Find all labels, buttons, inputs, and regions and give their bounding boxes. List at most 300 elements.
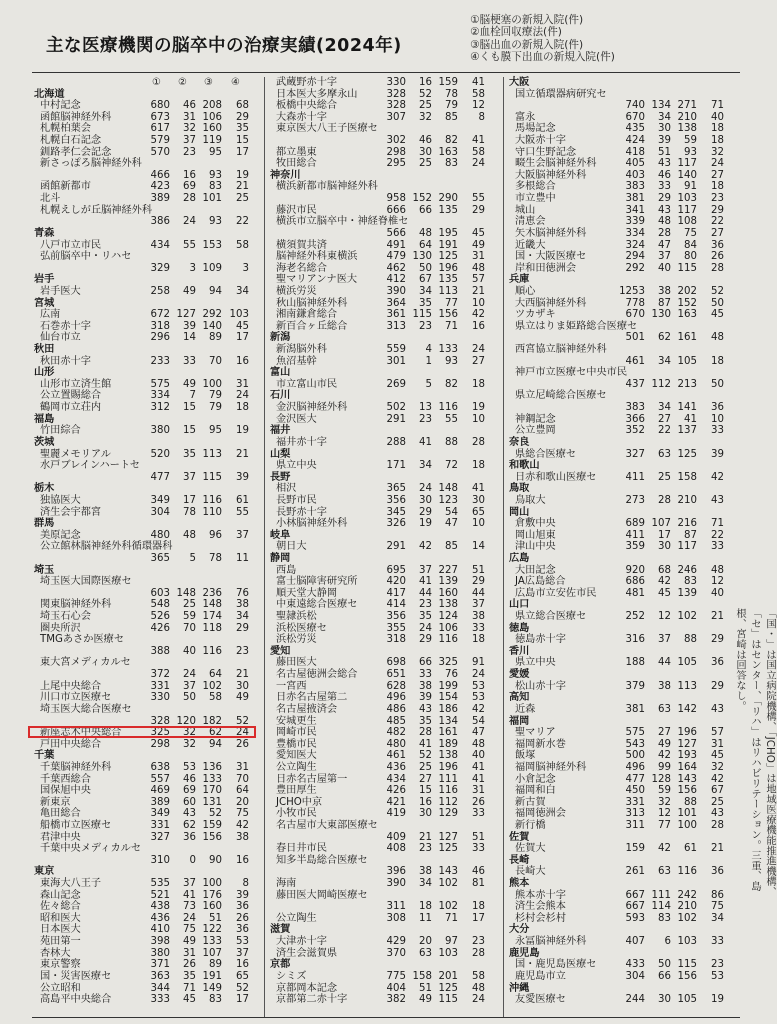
count-1: 233 — [150, 355, 170, 367]
hospital-name: 京都第二赤十字 — [276, 994, 348, 1006]
count-2: 23 — [419, 320, 432, 332]
count-3: 156 — [202, 831, 222, 843]
count-2: 24 — [183, 669, 196, 681]
count-3: 160 — [438, 587, 458, 599]
hospital-name: 君津中央 — [40, 831, 81, 843]
count-2: 49 — [183, 936, 196, 948]
count-1: 363 — [150, 970, 170, 982]
count-1: 404 — [386, 982, 406, 994]
count-1: 410 — [150, 924, 170, 936]
count-4: 33 — [472, 843, 485, 855]
hospital-name: 西宮協立脳神経外科 — [515, 344, 607, 356]
count-1: 333 — [150, 994, 170, 1006]
count-3: 59 — [684, 135, 697, 147]
table-row — [268, 193, 500, 205]
count-1: 355 — [386, 622, 406, 634]
count-2: 35 — [183, 970, 196, 982]
count-4: 21 — [236, 669, 249, 681]
hospital-name: 高島平中央総合 — [40, 994, 112, 1006]
count-2: 46 — [658, 169, 671, 181]
hospital-name: 津山中央 — [515, 541, 556, 553]
hospital-name: 岡山旭東 — [515, 529, 556, 541]
count-2: 0 — [189, 854, 196, 866]
table-row — [507, 808, 744, 820]
count-2: 38 — [419, 680, 432, 692]
count-4: 24 — [236, 390, 249, 402]
table-row — [507, 959, 744, 971]
count-2: 23 — [183, 146, 196, 158]
count-1: 171 — [386, 460, 406, 472]
count-3: 64 — [209, 669, 222, 681]
count-2: 17 — [183, 494, 196, 506]
count-1: 535 — [150, 878, 170, 890]
count-4: 61 — [236, 494, 249, 506]
hospital-name: 浜松労災 — [276, 634, 317, 646]
count-3: 216 — [677, 518, 697, 530]
table-row — [32, 263, 256, 275]
table-row — [268, 565, 500, 577]
count-1: 331 — [150, 820, 170, 831]
count-2: 59 — [658, 785, 671, 797]
count-3: 140 — [677, 169, 697, 181]
count-4: 23 — [236, 645, 249, 657]
count-4: 12 — [472, 100, 485, 112]
table-row — [32, 309, 256, 321]
count-1: 389 — [150, 796, 170, 808]
hospital-name: 豊橋市民 — [276, 738, 317, 750]
table-row — [507, 994, 744, 1006]
count-3: 325 — [438, 657, 458, 669]
count-1: 417 — [386, 587, 406, 599]
count-3: 100 — [202, 378, 222, 390]
count-4: 10 — [472, 518, 485, 530]
table-row — [507, 750, 744, 762]
table-row — [507, 147, 744, 159]
hospital-name: 海老名総合 — [276, 262, 327, 274]
count-2: 25 — [183, 599, 196, 611]
count-1: 296 — [150, 332, 170, 344]
count-4: 30 — [236, 680, 249, 692]
count-4: 36 — [711, 239, 724, 251]
count-1: 689 — [625, 518, 645, 530]
count-4: 16 — [472, 320, 485, 332]
hospital-name: 城山 — [515, 204, 536, 216]
count-4: 45 — [711, 309, 724, 321]
table-row — [32, 913, 256, 925]
table-row — [32, 855, 256, 867]
table-row — [268, 901, 500, 913]
count-1: 778 — [625, 297, 645, 309]
hospital-name: 八戸市立市民 — [40, 239, 102, 251]
region-heading: 宮城 — [34, 297, 55, 309]
count-2: 12 — [658, 808, 671, 820]
count-3: 156 — [438, 309, 458, 321]
count-2: 41 — [419, 738, 432, 750]
count-3: 108 — [677, 216, 697, 228]
table-row — [507, 181, 744, 193]
count-3: 83 — [445, 158, 458, 170]
count-4: 18 — [472, 901, 485, 913]
count-4: 17 — [236, 994, 249, 1006]
hospital-name: 船橋市立医療セ — [40, 820, 112, 831]
table-row — [507, 298, 744, 310]
hospital-name: 富士脳障害研究所 — [276, 576, 358, 588]
count-2: 25 — [419, 158, 432, 170]
count-4: 16 — [236, 959, 249, 971]
legend — [470, 14, 615, 64]
count-2: 41 — [183, 889, 196, 901]
count-1: 292 — [625, 262, 645, 274]
count-2: 63 — [658, 448, 671, 460]
count-3: 236 — [202, 587, 222, 599]
count-4: 20 — [236, 796, 249, 808]
region-heading: 千葉 — [34, 750, 55, 762]
table-row — [268, 913, 500, 925]
count-3: 75 — [684, 227, 697, 239]
count-4: 42 — [711, 471, 724, 483]
count-1: 396 — [386, 866, 406, 878]
count-3: 88 — [684, 634, 697, 646]
count-4: 33 — [472, 622, 485, 634]
count-4: 34 — [711, 912, 724, 924]
table-row — [32, 100, 256, 112]
count-4: 34 — [236, 285, 249, 297]
count-3: 196 — [677, 727, 697, 739]
region-heading: 岡山 — [509, 506, 530, 518]
hospital-name: 倉敷中央 — [515, 518, 556, 530]
count-4: 17 — [236, 332, 249, 344]
table-row — [32, 739, 256, 751]
table-row — [268, 321, 500, 333]
hospital-name: 朝日大 — [276, 541, 307, 553]
table-row — [32, 599, 256, 611]
count-1: 329 — [150, 262, 170, 274]
count-4: 53 — [236, 936, 249, 948]
count-3: 161 — [438, 727, 458, 739]
count-1: 412 — [386, 274, 406, 286]
count-4: 10 — [472, 297, 485, 309]
count-3: 54 — [445, 506, 458, 518]
hospital-name: 釧路孝仁会記念 — [40, 146, 112, 158]
count-4: 35 — [236, 123, 249, 135]
hospital-name: 横浜新都市脳神経外科 — [276, 181, 378, 193]
table-row — [268, 681, 500, 693]
count-4: 34 — [236, 611, 249, 623]
count-2: 15 — [419, 785, 432, 797]
hospital-name: 相沢 — [276, 483, 297, 495]
count-1: 310 — [150, 854, 170, 866]
count-2: 51 — [419, 982, 432, 994]
hospital-name: 県総合医療セ — [515, 448, 577, 460]
table-row — [268, 669, 500, 681]
column-header: ③ — [204, 77, 213, 88]
count-3: 176 — [202, 889, 222, 901]
region-heading: 福島 — [34, 413, 55, 425]
count-4: 71 — [711, 100, 724, 112]
table-row — [268, 251, 500, 263]
count-3: 71 — [445, 912, 458, 924]
table-row — [507, 309, 744, 321]
table-row — [32, 692, 256, 704]
table-row — [32, 623, 256, 635]
hospital-name: 石巻赤十字 — [40, 320, 91, 332]
count-1: 593 — [625, 912, 645, 924]
count-2: 35 — [419, 715, 432, 727]
hospital-name: 多根総合 — [515, 181, 556, 193]
table-column-left — [32, 77, 256, 1017]
table-row — [32, 681, 256, 693]
count-3: 90 — [209, 854, 222, 866]
count-1: 370 — [386, 947, 406, 959]
count-4: 33 — [711, 936, 724, 948]
table-row — [32, 170, 256, 182]
count-1: 311 — [625, 820, 645, 831]
highlight-box — [28, 726, 256, 738]
count-3: 148 — [202, 599, 222, 611]
count-3: 116 — [677, 866, 697, 878]
count-2: 48 — [658, 216, 671, 228]
table-row — [32, 240, 256, 252]
count-1: 423 — [150, 181, 170, 193]
count-3: 116 — [438, 634, 458, 646]
count-4: 28 — [472, 436, 485, 448]
hospital-name: 水戸ブレインハートセ — [40, 460, 140, 472]
count-4: 67 — [711, 785, 724, 797]
count-3: 153 — [202, 239, 222, 251]
count-2: 48 — [419, 227, 432, 239]
table-row — [507, 611, 744, 623]
count-4: 21 — [472, 285, 485, 297]
hospital-name: 東大宮メディカルセ — [40, 657, 131, 669]
table-row — [32, 588, 256, 600]
hospital-name: 藤田医大岡崎医療セ — [276, 889, 368, 901]
table-column-middle — [264, 77, 500, 1017]
region-heading: 岐阜 — [270, 529, 291, 541]
table-row — [507, 843, 744, 855]
count-1: 390 — [386, 878, 406, 890]
table-row — [268, 657, 500, 669]
count-4: 25 — [711, 796, 724, 808]
count-1: 426 — [150, 622, 170, 634]
region-heading: 福井 — [270, 425, 291, 437]
table-row — [32, 646, 256, 658]
count-2: 37 — [183, 135, 196, 147]
count-1: 469 — [150, 785, 170, 797]
count-4: 42 — [711, 773, 724, 785]
count-2: 32 — [183, 727, 196, 739]
count-2: 32 — [183, 123, 196, 135]
count-3: 135 — [438, 274, 458, 286]
count-1: 462 — [386, 262, 406, 274]
count-1: 381 — [625, 193, 645, 205]
count-3: 100 — [202, 878, 222, 890]
count-2: 32 — [658, 796, 671, 808]
count-2: 32 — [183, 738, 196, 750]
count-3: 83 — [209, 181, 222, 193]
count-2: 40 — [658, 262, 671, 274]
hospital-name: 日本医大 — [40, 924, 81, 936]
count-3: 125 — [438, 251, 458, 263]
count-2: 21 — [419, 831, 432, 843]
table-row — [507, 449, 744, 461]
hospital-name: 岩手医大 — [40, 285, 81, 297]
count-4: 24 — [472, 344, 485, 356]
hospital-name: 苑田第一 — [40, 936, 81, 948]
count-4: 45 — [711, 750, 724, 762]
hospital-name: 秋田赤十字 — [40, 355, 91, 367]
count-1: 672 — [150, 309, 170, 321]
count-4: 21 — [236, 181, 249, 193]
table-row — [268, 971, 500, 983]
legend-item: ④くも膜下出血の新規入院(件) — [470, 51, 615, 64]
count-3: 106 — [202, 111, 222, 123]
hospital-name: 名古屋市大東部医療セ — [276, 820, 378, 831]
count-1: 294 — [625, 251, 645, 263]
count-3: 95 — [209, 146, 222, 158]
count-3: 163 — [677, 309, 697, 321]
table-row — [507, 890, 744, 902]
count-2: 29 — [419, 506, 432, 518]
count-3: 72 — [445, 460, 458, 472]
count-1: 479 — [386, 251, 406, 263]
count-1: 379 — [625, 680, 645, 692]
table-row — [507, 727, 744, 739]
count-4: 18 — [711, 181, 724, 193]
count-1: 341 — [625, 204, 645, 216]
count-2: 70 — [183, 622, 196, 634]
table-row — [268, 437, 500, 449]
table-row — [32, 507, 256, 519]
hospital-name: 魚沼基幹 — [276, 355, 317, 367]
count-2: 37 — [658, 634, 671, 646]
count-1: 920 — [625, 564, 645, 576]
count-3: 154 — [438, 692, 458, 704]
count-1: 298 — [150, 738, 170, 750]
hospital-name: 千葉西総合 — [40, 773, 91, 785]
count-1: 403 — [625, 169, 645, 181]
count-3: 160 — [202, 123, 222, 135]
table-row — [32, 901, 256, 913]
hospital-name: 佐賀大 — [515, 843, 546, 855]
hospital-name: 新さっぽろ脳神経外科 — [40, 158, 142, 170]
table-row — [507, 286, 744, 298]
count-3: 61 — [684, 843, 697, 855]
hospital-name: 森山記念 — [40, 889, 81, 901]
count-1: 313 — [625, 808, 645, 820]
count-4: 44 — [472, 587, 485, 599]
hospital-name: 長崎大 — [515, 866, 546, 878]
count-2: 83 — [658, 912, 671, 924]
count-2: 46 — [183, 100, 196, 112]
count-1: 311 — [386, 901, 406, 913]
hospital-name: 大津赤十字 — [276, 936, 327, 948]
count-3: 102 — [677, 611, 697, 623]
hospital-name: 日本医大多摩永山 — [276, 88, 358, 100]
count-4: 19 — [236, 169, 249, 181]
count-1: 461 — [625, 355, 645, 367]
count-2: 25 — [658, 471, 671, 483]
table-row — [268, 495, 500, 507]
count-3: 88 — [445, 436, 458, 448]
count-2: 13 — [419, 402, 432, 414]
table-row — [507, 565, 744, 577]
table-row — [507, 170, 744, 182]
count-2: 66 — [419, 657, 432, 669]
region-heading: 岩手 — [34, 274, 55, 286]
table-row — [268, 866, 500, 878]
count-4: 38 — [236, 831, 249, 843]
count-3: 89 — [209, 959, 222, 971]
count-1: 318 — [386, 634, 406, 646]
count-4: 71 — [711, 518, 724, 530]
count-3: 79 — [209, 390, 222, 402]
count-3: 159 — [438, 77, 458, 88]
table-row — [268, 205, 500, 217]
count-2: 38 — [658, 285, 671, 297]
count-3: 122 — [202, 924, 222, 936]
table-row — [507, 704, 744, 716]
hospital-name: 小牧市民 — [276, 808, 317, 820]
count-1: 330 — [386, 77, 406, 88]
hospital-name: 竹田綜合 — [40, 425, 81, 437]
hospital-name: 安城更生 — [276, 715, 317, 727]
count-4: 11 — [236, 552, 249, 564]
count-3: 115 — [677, 959, 697, 971]
count-3: 115 — [438, 994, 458, 1006]
table-row — [32, 112, 256, 124]
count-4: 57 — [472, 274, 485, 286]
hospital-name: 長野市民 — [276, 494, 317, 506]
count-1: 557 — [150, 773, 170, 785]
count-4: 65 — [236, 970, 249, 982]
count-3: 139 — [677, 587, 697, 599]
count-3: 271 — [677, 100, 697, 112]
count-1: 380 — [150, 947, 170, 959]
table-row — [32, 402, 256, 414]
count-3: 113 — [677, 680, 697, 692]
hospital-name: 横浜労災 — [276, 285, 317, 297]
count-4: 24 — [236, 727, 249, 739]
count-4: 26 — [711, 251, 724, 263]
count-1: 411 — [625, 471, 645, 483]
table-row — [507, 205, 744, 217]
count-2: 35 — [183, 448, 196, 460]
count-2: 64 — [419, 239, 432, 251]
count-2: 27 — [658, 727, 671, 739]
region-heading: 青森 — [34, 227, 55, 239]
table-row — [507, 472, 744, 484]
table-row — [268, 309, 500, 321]
hospital-name: 千葉中央メディカルセ — [40, 843, 142, 855]
region-heading: 大分 — [509, 924, 530, 936]
count-2: 49 — [658, 738, 671, 750]
table-row — [32, 449, 256, 461]
count-1: 356 — [386, 611, 406, 623]
hospital-name: 市立富山市民 — [276, 378, 338, 390]
count-4: 15 — [236, 135, 249, 147]
table-row — [32, 135, 256, 147]
count-4: 26 — [236, 738, 249, 750]
hospital-name: 神鋼記念 — [515, 413, 556, 425]
table-row — [268, 588, 500, 600]
region-heading: 石川 — [270, 390, 291, 402]
count-1: 496 — [625, 761, 645, 773]
hospital-name: 済生会熊本 — [515, 901, 566, 913]
count-3: 41 — [684, 413, 697, 425]
region-heading: 鳥取 — [509, 483, 530, 495]
table-row — [507, 216, 744, 228]
count-2: 31 — [183, 947, 196, 959]
